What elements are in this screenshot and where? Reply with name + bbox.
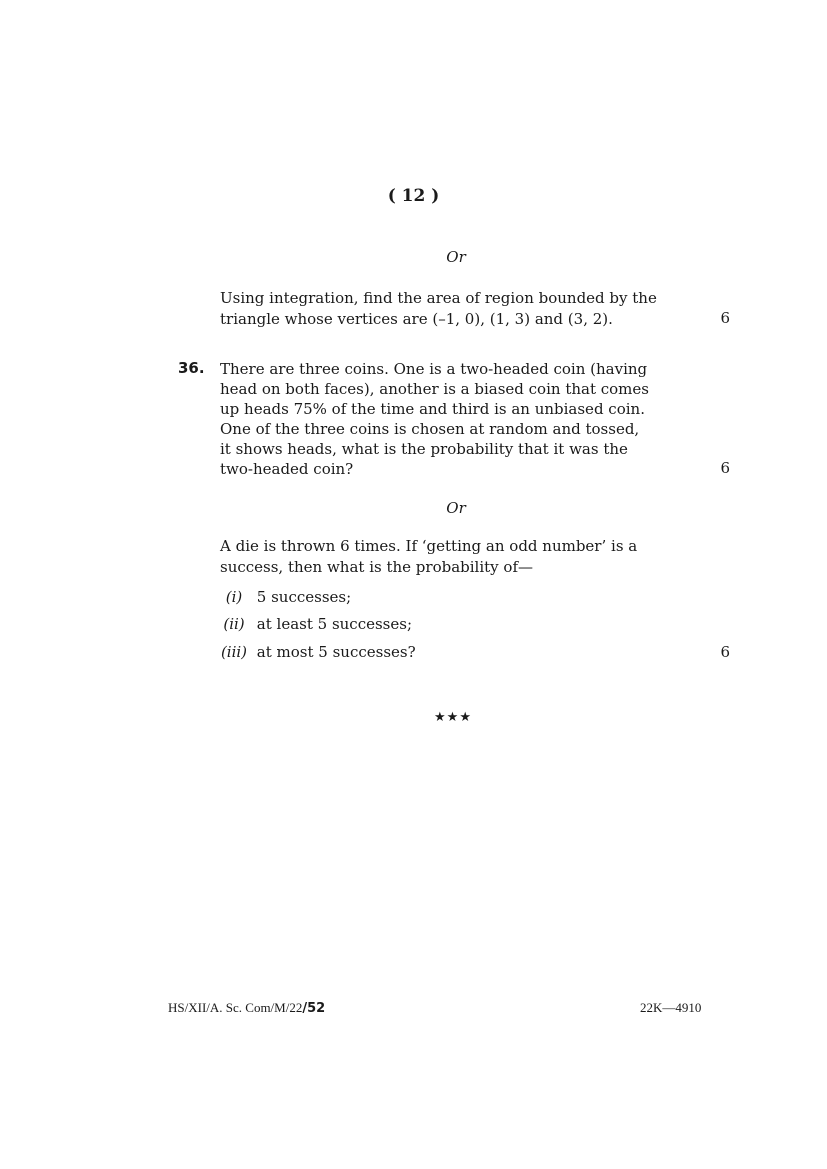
sub-question-label: (iii) [220, 643, 248, 661]
question-line: Using integration, find the area of region bounded by the [220, 289, 657, 307]
question-line: One of the three coins is chosen at random and tossed, [220, 420, 640, 438]
question-line: it shows heads, what is the probability that it was the [220, 440, 628, 458]
sub-question [216, 643, 416, 661]
question-line: triangle whose vertices are (–1, 0), (1, 3) and (3, 2). [220, 310, 613, 328]
sub-question [216, 615, 412, 633]
question-line: A die is thrown 6 times. If ‘getting an odd number’ is a [220, 537, 638, 555]
end-marker: ★★★ [434, 710, 472, 725]
marks: 6 [720, 643, 730, 661]
or-label: Or [446, 248, 466, 266]
sub-question-label: (i) [225, 588, 243, 606]
question-line: There are three coins. One is a two-headed coin (having [220, 360, 648, 378]
paper-code-prefix: HS/XII/A. Sc. Com/M/22 [168, 1000, 303, 1015]
question-number: 36. [178, 359, 205, 377]
serial-number: 22K—4910 [640, 1000, 702, 1015]
question-line: up heads 75% of the time and third is an unbiased coin. [220, 400, 645, 418]
paper-code-suffix: /52 [302, 1001, 326, 1016]
sub-question-text: at least 5 successes; [256, 615, 413, 633]
paper-code [168, 1000, 325, 1016]
page-number: ( 12 ) [387, 186, 440, 206]
question-line: head on both faces), another is a biased coin that comes [220, 380, 649, 398]
sub-question [216, 588, 351, 606]
marks: 6 [720, 459, 730, 477]
sub-question-text: 5 successes; [256, 588, 352, 606]
question-line: success, then what is the probability of— [220, 558, 533, 576]
sub-question-label: (ii) [223, 615, 245, 633]
marks: 6 [720, 309, 730, 327]
or-label: Or [446, 499, 466, 517]
question-line: two-headed coin? [220, 460, 354, 478]
sub-question-text: at most 5 successes? [256, 643, 416, 661]
